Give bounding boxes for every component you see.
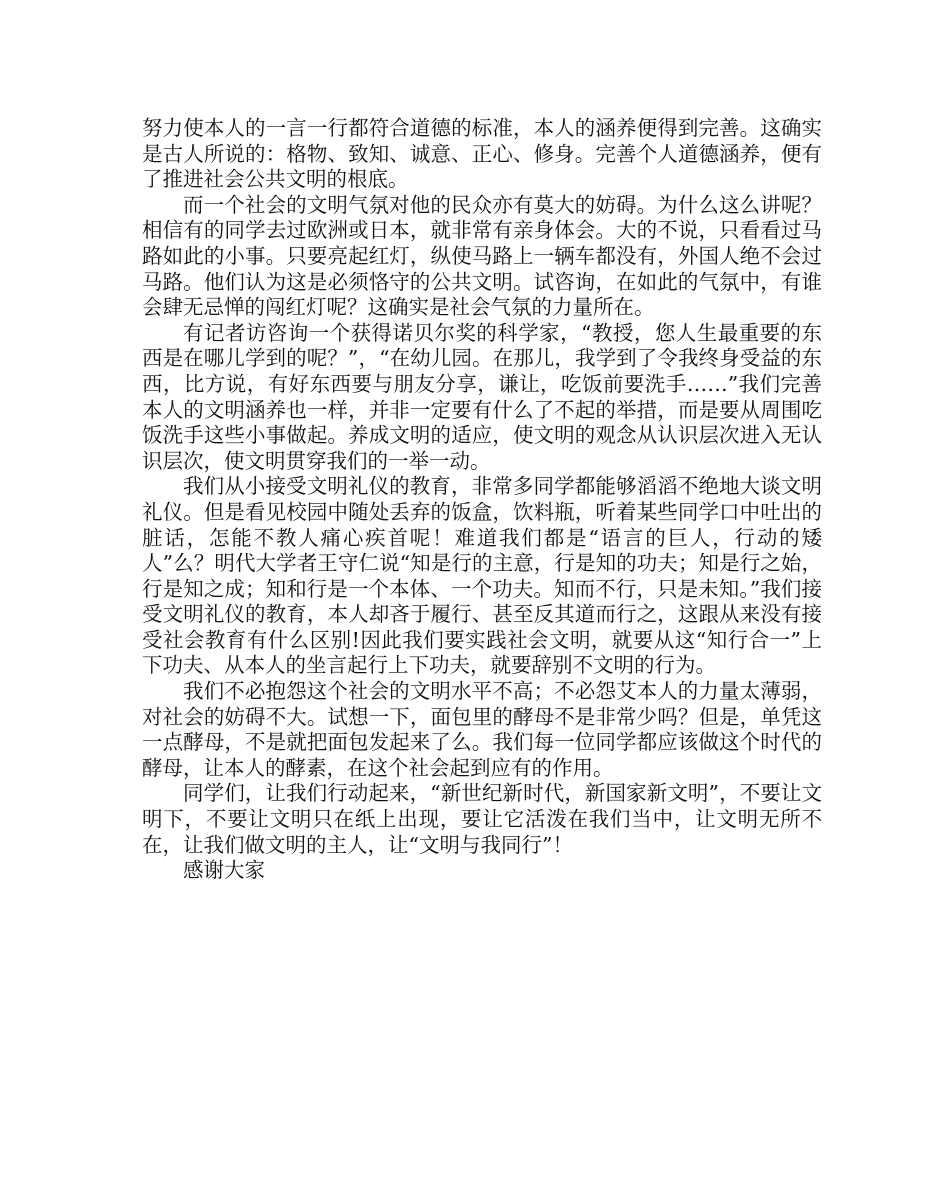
document-body: [142, 116, 822, 884]
paragraph-3: 有记者访咨询一个获得诺贝尔奖的科学家，“教授，您人生最重要的东西是在哪儿学到的呢？”，“在幼儿园。在那儿，我学到了令我终身受益的东西，比方说，有好东西要与朋友分享，谦让，吃饭前要洗手……”我们完善本人的文明涵养也一样，并非一定要有什么了不起的举措，而是要从周围吃饭洗手这些小事做起。养成文明的适应，使文明的观念从认识层次进入无认识层次，使文明贯穿我们的一举一动。: [142, 320, 822, 473]
paragraph-1: 努力使本人的一言一行都符合道德的标准，本人的涵养便得到完善。这确实是古人所说的：格物、致知、诚意、正心、修身。完善个人道德涵养，便有了推进社会公共文明的根底。: [142, 116, 822, 192]
paragraph-5: 我们不必抱怨这个社会的文明水平不高；不必怨艾本人的力量太薄弱，对社会的妨碍不大。试想一下，面包里的酵母不是非常少吗？但是，单凭这一点酵母，不是就把面包发起来了么。我们每一位同学都应该做这个时代的酵母，让本人的酵素，在这个社会起到应有的作用。: [142, 679, 822, 780]
closing-line: 感谢大家: [183, 858, 265, 883]
paragraph-6: 同学们，让我们行动起来，“新世纪新时代，新国家新文明”，不要让文明下，不要让文明只在纸上出现，要让它活泼在我们当中，让文明无所不在，让我们做文明的主人，让“文明与我同行”！: [142, 781, 822, 857]
paragraph-2: 而一个社会的文明气氛对他的民众亦有莫大的妨碍。为什么这么讲呢？相信有的同学去过欧洲或日本，就非常有亲身体会。大的不说，只看看过马路如此的小事。只要亮起红灯，纵使马路上一辆车都没有，外国人绝不会过马路。他们认为这是必须恪守的公共文明。试咨询，在如此的气氛中，有谁会肆无忌惮的闯红灯呢？这确实是社会气氛的力量所在。: [142, 192, 822, 320]
paragraph-4: 我们从小接受文明礼仪的教育，非常多同学都能够滔滔不绝地大谈文明礼仪。但是看见校园中随处丢弃的饭盒，饮料瓶，听着某些同学口中吐出的脏话，怎能不教人痛心疾首呢！难道我们都是“语言的巨人，行动的矮人”么？明代大学者王守仁说“知是行的主意，行是知的功夫；知是行之始，行是知之成；知和行是一个本体、一个功夫。知而不行，只是未知。”我们接受文明礼仪的教育，本人却吝于履行、甚至反其道而行之，这跟从来没有接受社会教育有什么区别!因此我们要实践社会文明，就要从这“知行合一”上下功夫、从本人的坐言起行上下功夫，就要辞别不文明的行为。: [142, 474, 822, 678]
